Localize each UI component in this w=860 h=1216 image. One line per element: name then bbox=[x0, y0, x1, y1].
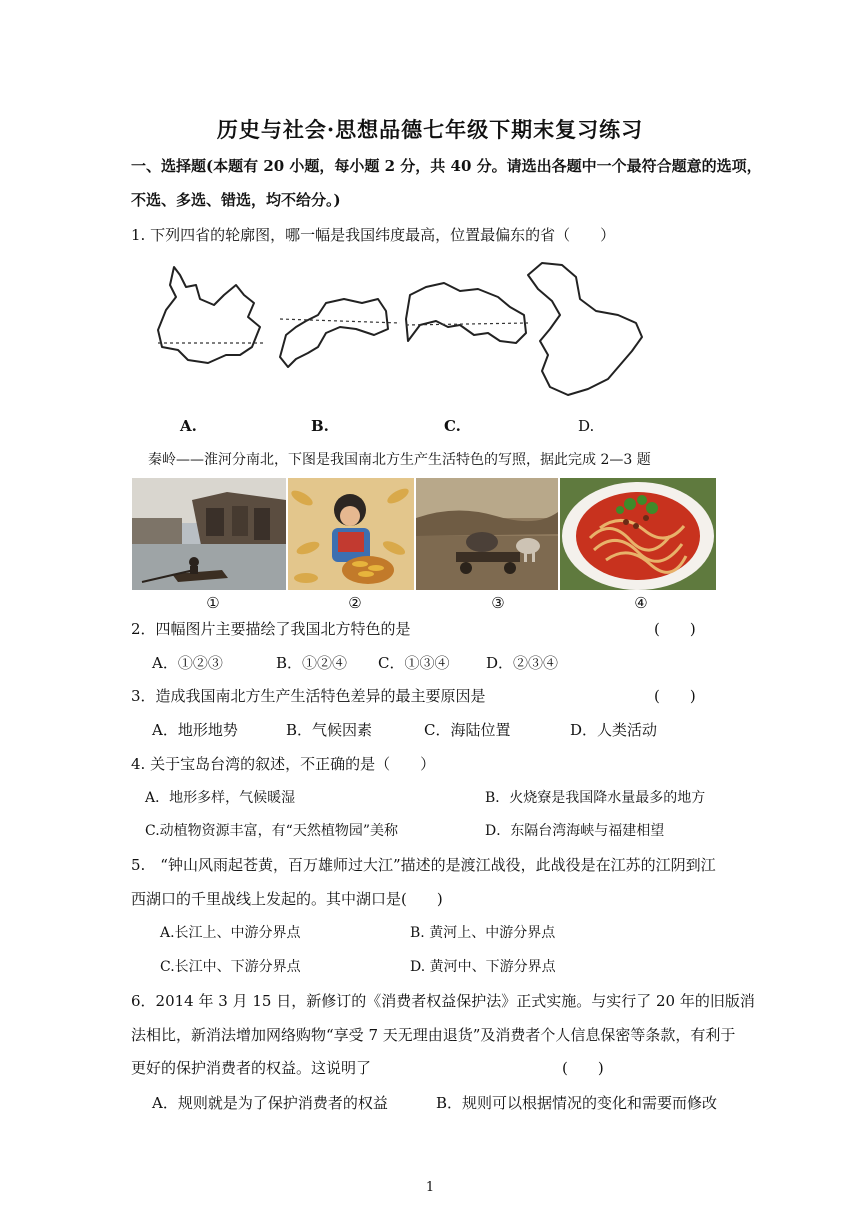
question-5-option-b: B. 黄河上、中游分界点 bbox=[410, 925, 556, 941]
question-2-option-d: D．②③④ bbox=[486, 654, 559, 672]
map-outline-a bbox=[158, 267, 260, 363]
section-heading-line2: 不选、多选、错选，均不给分。) bbox=[131, 191, 341, 209]
page-number: 1 bbox=[425, 1180, 435, 1195]
photo-water-town bbox=[132, 478, 286, 590]
question-5-option-d: D. 黄河中、下游分界点 bbox=[410, 959, 556, 975]
photo-ox-cart bbox=[416, 478, 558, 590]
question-3-option-a: A．地形地势 bbox=[152, 721, 238, 739]
photo-corn-harvest bbox=[288, 478, 414, 590]
question-4-option-d: D．东隔台湾海峡与福建相望 bbox=[485, 823, 665, 839]
photo-intro: 秦岭——淮河分南北，下图是我国南北方生产生活特色的写照，据此完成 2—3 题 bbox=[148, 452, 651, 468]
photo-label-1: ① bbox=[206, 594, 220, 612]
question-2-option-a: A．①②③ bbox=[152, 654, 223, 672]
province-outline-maps bbox=[148, 255, 658, 405]
question-3-option-b: B．气候因素 bbox=[286, 721, 373, 739]
question-5-line2: 西湖口的千里战线上发起的。其中湖口是( ) bbox=[131, 890, 443, 908]
question-3-option-c: C．海陆位置 bbox=[424, 721, 511, 739]
question-5-option-c: C.长江中、下游分界点 bbox=[160, 959, 301, 975]
page-title: 历史与社会·思想品德七年级下期末复习练习 bbox=[216, 117, 644, 142]
photo-label-3: ③ bbox=[491, 594, 505, 612]
question-4-option-a: A．地形多样，气候暖湿 bbox=[145, 790, 296, 806]
photo-label-2: ② bbox=[348, 594, 362, 612]
question-2-option-c: C．①③④ bbox=[378, 654, 450, 672]
question-4-option-c: C.动植物资源丰富，有“天然植物园”美称 bbox=[145, 823, 398, 839]
map-label-d: D. bbox=[578, 417, 595, 435]
question-3-option-d: D．人类活动 bbox=[570, 721, 658, 739]
question-2-stem: 2．四幅图片主要描绘了我国北方特色的是 bbox=[131, 620, 411, 638]
question-1-stem: 1. 下列四省的轮廓图，哪一幅是我国纬度最高，位置最偏东的省（ ） bbox=[131, 226, 616, 244]
section-heading-line1: 一、选择题(本题有 20 小题，每小题 2 分，共 40 分。请选出各题中一个最符合题意的选项， bbox=[131, 157, 762, 175]
map-outline-d bbox=[528, 263, 642, 395]
question-4-stem: 4. 关于宝岛台湾的叙述，不正确的是（ ） bbox=[131, 755, 436, 773]
map-outline-c bbox=[406, 283, 526, 343]
question-2-answer-paren: ( ) bbox=[654, 620, 696, 638]
map-label-a: A. bbox=[180, 417, 197, 435]
question-3-stem: 3．造成我国南北方生产生活特色差异的最主要原因是 bbox=[131, 687, 486, 705]
question-6-line1: 6．2014 年 3 月 15 日，新修订的《消费者权益保护法》正式实施。与实行了 20 年的旧版消 bbox=[131, 992, 755, 1010]
question-6-option-b: B．规则可以根据情况的变化和需要而修改 bbox=[436, 1094, 718, 1112]
question-6-option-a: A．规则就是为了保护消费者的权益 bbox=[152, 1094, 388, 1112]
photo-label-4: ④ bbox=[634, 594, 648, 612]
question-5-option-a: A.长江上、中游分界点 bbox=[160, 925, 301, 941]
photo-noodle-dish bbox=[560, 478, 716, 590]
map-label-b: B. bbox=[311, 417, 329, 435]
question-6-answer-paren: ( ) bbox=[562, 1059, 604, 1077]
map-label-c: C. bbox=[444, 417, 461, 435]
latitude-line-b bbox=[280, 319, 400, 323]
question-6-line2: 法相比，新消法增加网络购物“享受 7 天无理由退货”及消费者个人信息保密等条款，有利于 bbox=[131, 1026, 736, 1044]
question-3-answer-paren: ( ) bbox=[654, 687, 696, 705]
question-6-line3: 更好的保护消费者的权益。这说明了 bbox=[131, 1059, 372, 1077]
question-4-option-b: B．火烧寮是我国降水量最多的地方 bbox=[485, 790, 706, 806]
map-outline-b bbox=[280, 299, 388, 367]
question-5-line1: 5. “钟山风雨起苍黄，百万雄师过大江”描述的是渡江战役，此战役是在江苏的江阴到江 bbox=[131, 856, 716, 874]
question-2-option-b: B．①②④ bbox=[276, 654, 348, 672]
